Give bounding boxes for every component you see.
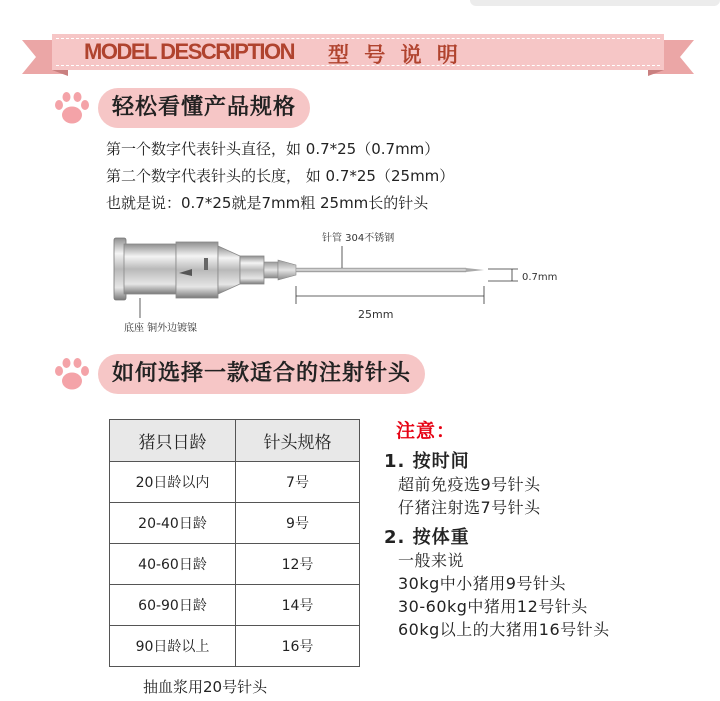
- length-label: 25mm: [358, 308, 394, 321]
- section-title-spec: 轻松看懂产品规格: [98, 88, 310, 128]
- needle-tube: [296, 268, 484, 272]
- section-header-spec: [52, 86, 310, 130]
- table-header-needle: 针头规格: [236, 420, 360, 462]
- tube-label: 针管 304不锈钢: [322, 233, 395, 244]
- table-cell-needle: 14号: [236, 585, 360, 626]
- needle-size-table: [109, 419, 360, 667]
- spec-line-1: 第一个数字代表针头直径，如 0.7*25（0.7mm）: [106, 140, 440, 158]
- table-cell-needle: 16号: [236, 626, 360, 667]
- table-cell-age: 20-40日龄: [110, 503, 236, 544]
- blood-plasma-note: 抽血浆用20号针头: [143, 678, 268, 696]
- table-header-row: [110, 420, 360, 462]
- notice-heading-weight: 2. 按体重: [384, 527, 470, 548]
- table-header-age: 猪只日龄: [110, 420, 236, 462]
- notice-line: 30-60kg中猪用12号针头: [398, 597, 588, 616]
- table-cell-age: 40-60日龄: [110, 544, 236, 585]
- top-strip: [470, 0, 720, 6]
- table-row: [110, 462, 360, 503]
- table-cell-age: 90日龄以上: [110, 626, 236, 667]
- paw-icon: [52, 354, 92, 394]
- table-cell-needle: 7号: [236, 462, 360, 503]
- diameter-marker: [488, 269, 518, 281]
- paw-icon: [52, 88, 92, 128]
- banner-title-cn: 型 号 说 明: [328, 43, 462, 67]
- notice-line: 一般来说: [398, 551, 465, 570]
- spec-line-2: 第二个数字代表针头的长度， 如 0.7*25（25mm）: [106, 167, 455, 185]
- table-cell-needle: 9号: [236, 503, 360, 544]
- table-row: [110, 626, 360, 667]
- table-row: [110, 585, 360, 626]
- notice-line: 仔猪注射选7号针头: [398, 498, 541, 517]
- section-header-choose: [52, 352, 425, 396]
- needle-hub: [114, 238, 296, 300]
- notice-line: 30kg中小猪用9号针头: [398, 574, 566, 593]
- notice-panel: [384, 416, 610, 641]
- notice-line: 超前免疫选9号针头: [398, 475, 541, 494]
- table-row: [110, 544, 360, 585]
- notice-line: 60kg以上的大猪用16号针头: [398, 620, 610, 639]
- table-cell-age: 60-90日龄: [110, 585, 236, 626]
- base-label: 底座 铜外边镀镍: [124, 323, 198, 334]
- spec-line-3: 也就是说：0.7*25就是7mm粗 25mm长的针头: [106, 194, 429, 212]
- attention-label: 注意：: [396, 420, 457, 442]
- needle-diagram: [100, 228, 580, 338]
- banner-title-en: MODEL DESCRIPTION: [84, 39, 295, 64]
- notice-heading-time: 1. 按时间: [384, 451, 470, 472]
- table-cell-age: 20日龄以内: [110, 462, 236, 503]
- model-description-banner: [22, 32, 694, 74]
- spec-explanation: [106, 136, 454, 217]
- length-marker: [296, 286, 484, 304]
- table-row: [110, 503, 360, 544]
- section-title-choose: 如何选择一款适合的注射针头: [98, 354, 425, 394]
- diameter-label: 0.7mm: [522, 272, 558, 283]
- table-cell-needle: 12号: [236, 544, 360, 585]
